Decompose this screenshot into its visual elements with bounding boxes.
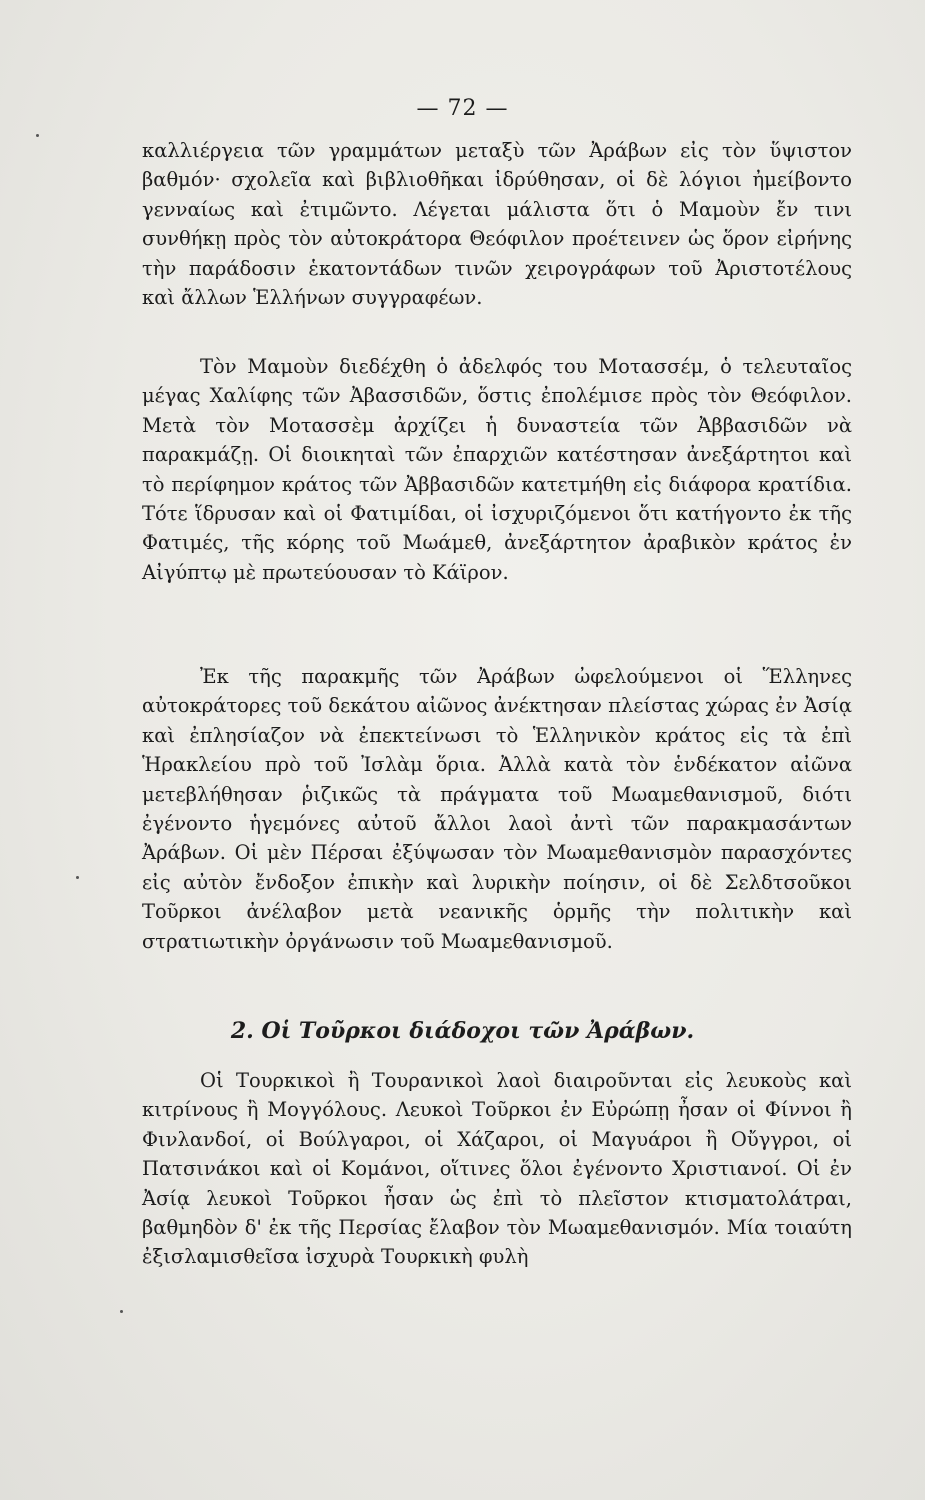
- section-heading: 2. Οἱ Τοῦρκοι διάδοχοι τῶν Ἀράβων.: [230, 1018, 695, 1044]
- paper-speck: [36, 134, 39, 137]
- paragraph-4: Οἱ Τουρκικοὶ ἢ Τουρανικοὶ λαοὶ διαιροῦνται εἰς λευκοὺς καὶ κιτρίνους ἢ Μογγόλους. Λευκοὶ Τοῦρκοι ἐν Εὐρώπῃ ἦσαν οἱ Φίννοι ἢ Φινλανδοί, οἱ Βούλγαροι, οἱ Χάζαροι, οἱ Μαγυάροι ἢ Οὔγγροι, οἱ Πατσινάκοι καὶ οἱ Κομάνοι, οἵτινες ὅλοι ἐγένοντο Χριστιανοί. Οἱ ἐν Ἀσίᾳ λευκοὶ Τοῦρκοι ἦσαν ὡς ἐπὶ τὸ πλεῖστον κτισματολάτραι, βαθμηδὸν δ' ἐκ τῆς Περσίας ἔλαβον τὸν Μωαμεθανισμόν. Μία τοιαύτη ἐξισλαμισθεῖσα ἰσχυρὰ Τουρκικὴ φυλὴ: [142, 1069, 852, 1269]
- paper-speck: [120, 1310, 123, 1313]
- paragraph-1: καλλιέργεια τῶν γραμμάτων μεταξὺ τῶν Ἀράβων εἰς τὸν ὕψιστον βαθμόν· σχολεῖα καὶ βιβλιοθῆκαι ἱδρύθησαν, οἱ δὲ λόγιοι ἠμείβοντο γενναίως καὶ ἐτιμῶντο. Λέγεται μάλιστα ὅτι ὁ Μαμοὺν ἔν τινι συνθήκῃ πρὸς τὸν αὐτοκράτορα Θεόφιλον προέτεινεν ὡς ὅρον εἰρήνης τὴν παράδοσιν ἑκατοντάδων τινῶν χειρογράφων τοῦ Ἀριστοτέλους καὶ ἄλλων Ἑλλήνων συγγραφέων.: [142, 139, 852, 310]
- paragraph-2: Τὸν Μαμοὺν διεδέχθη ὁ ἀδελφός του Μοτασσέμ, ὁ τελευταῖος μέγας Χαλίφης τῶν Ἀβασσιδῶν, ὅστις ἐπολέμισε πρὸς τὸν Θεόφιλον. Μετὰ τὸν Μοτασσὲμ ἀρχίζει ἡ δυναστεία τῶν Ἀββασιδῶν νὰ παρακμάζῃ. Οἱ διοικηταὶ τῶν ἐπαρχιῶν κατέστησαν ἀνεξάρτητοι καὶ τὸ περίφημον κράτος τῶν Ἀββασιδῶν κατετμήθη εἰς διάφορα κρατίδια. Τότε ἵδρυσαν καὶ οἱ Φατιμίδαι, οἱ ἰσχυριζόμενοι ὅτι κατήγοντο ἐκ τῆς Φατιμές, τῆς κόρης τοῦ Μωάμεθ, ἀνεξάρτητον ἀραβικὸν κράτος ἐν Αἰγύπτῳ μὲ πρωτεύουσαν τὸ Κάϊρον.: [142, 355, 852, 584]
- paragraph-3: Ἐκ τῆς παρακμῆς τῶν Ἀράβων ὠφελούμενοι οἱ Ἕλληνες αὐτοκράτορες τοῦ δεκάτου αἰῶνος ἀνέκτησαν πλείστας χώρας ἐν Ἀσίᾳ καὶ ἐπλησίαζον νὰ ἐπεκτείνωσι τὸ Ἑλληνικὸν κράτος εἰς τὰ ἐπὶ Ἡρακλείου πρὸ τοῦ Ἰσλὰμ ὅρια. Ἀλλὰ κατὰ τὸν ἑνδέκατον αἰῶνα μετεβλήθησαν ῥιζικῶς τὰ πράγματα τοῦ Μωαμεθανισμοῦ, διότι ἐγένοντο ἡγεμόνες αὐτοῦ ἄλλοι λαοὶ ἀντὶ τῶν παρακμασάντων Ἀράβων. Οἱ μὲν Πέρσαι ἐξύψωσαν τὸν Μωαμεθανισμὸν παρασχόντες εἰς αὐτὸν ἔνδοξον ἐπικὴν καὶ λυρικὴν ποίησιν, οἱ δὲ Σελδτσοῦκοι Τοῦρκοι ἀνέλαβον μετὰ νεανικῆς ὁρμῆς τὴν πολιτικὴν καὶ στρατιωτικὴν ὀργάνωσιν τοῦ Μωαμεθανισμοῦ.: [142, 665, 852, 953]
- page-number: — 72 —: [416, 96, 509, 121]
- paper-speck: [76, 876, 79, 879]
